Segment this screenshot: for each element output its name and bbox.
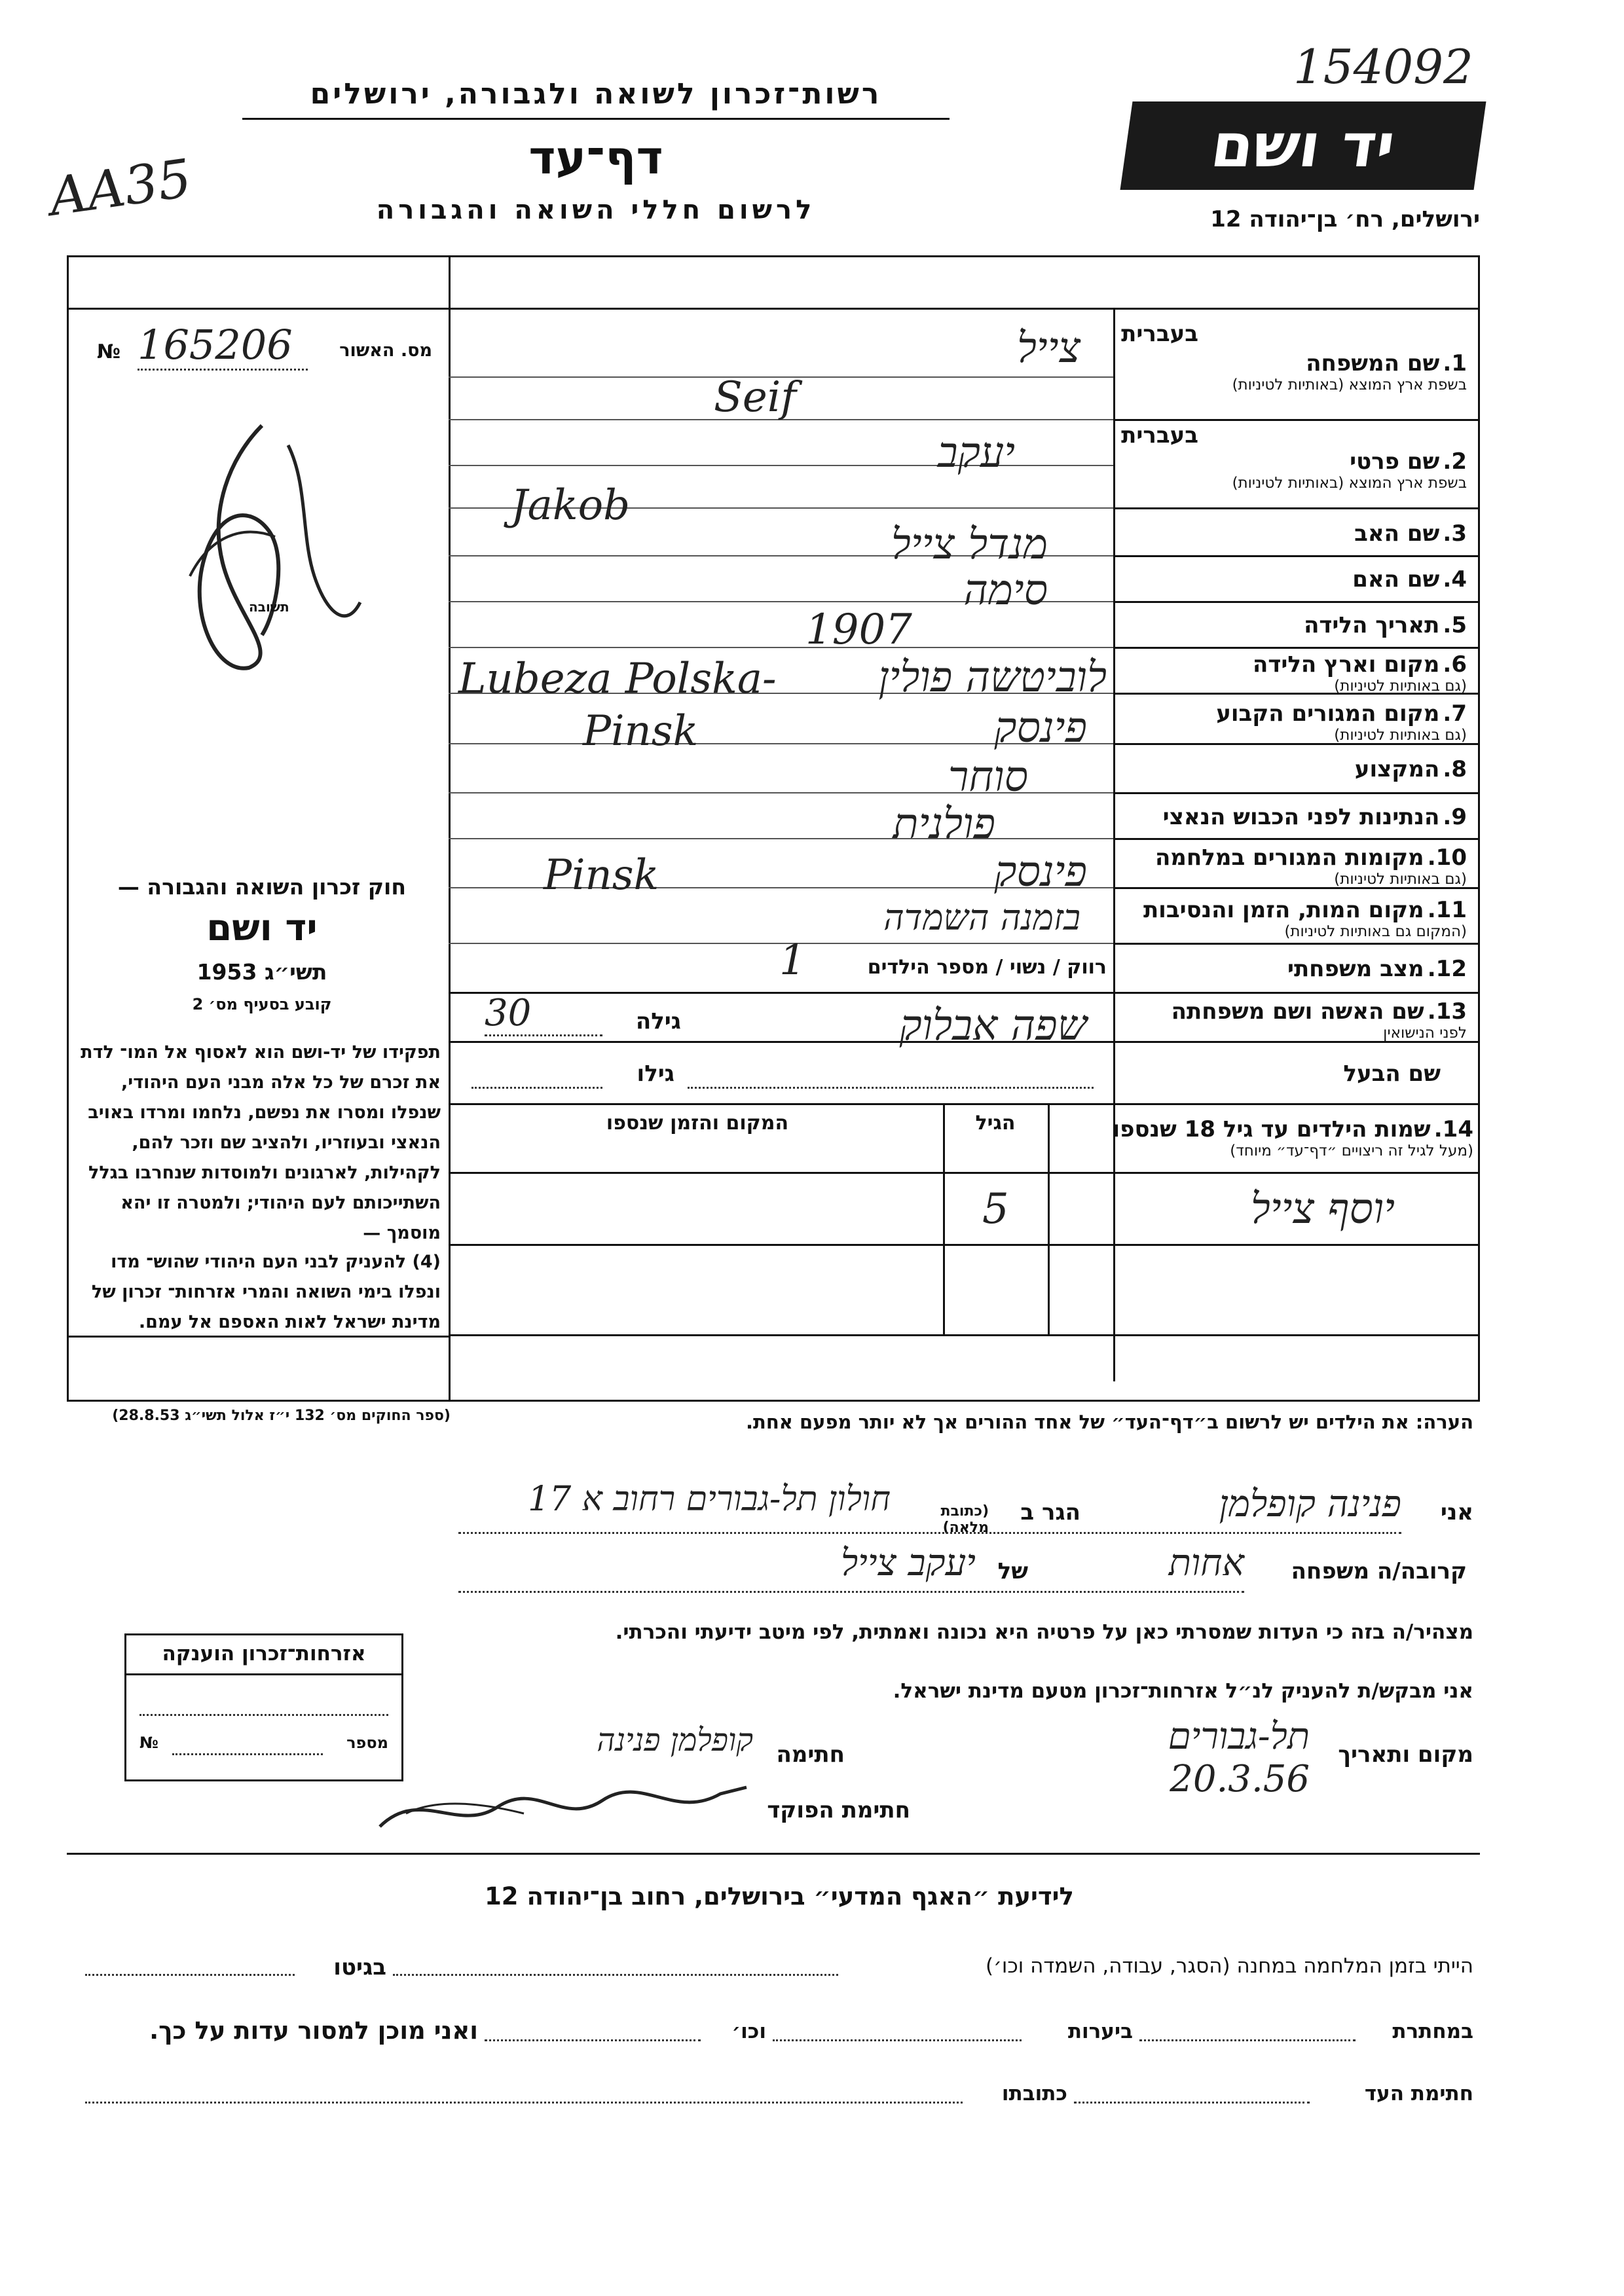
field-10-label: 10. מקומות המגורים במלחמה (גם באותיות לטיניות) [1154, 845, 1467, 888]
value-wartime-residence-latin: Pinsk [544, 851, 659, 900]
note: הערה: את הילדים יש לרשום ב״דף־העד״ של אחד ההורים אך לא יותר מפעם אחת. [746, 1411, 1473, 1433]
decl-signature-value: קופלמן פנינה [597, 1722, 753, 1758]
approval-number-mark: № [97, 340, 121, 363]
margin-code: AA35 [45, 147, 195, 228]
approval-number: 165206 [138, 321, 308, 371]
field-12-label: 12. מצב משפחתי [1287, 956, 1467, 982]
decl-address-value: חולון תל-גבורים רחוב א 17 [528, 1480, 891, 1519]
value-firstname-latin: Jakob [511, 481, 631, 530]
children-col-age: הגיל [975, 1112, 1016, 1135]
citizenship-box-title: אזרחות־זכרון הוענקה [162, 1642, 366, 1666]
logo-address: ירושלים, רח׳ בן־יהודה 12 [1210, 206, 1480, 232]
field-4-label: 4. שם האם [1352, 566, 1467, 592]
stamp-signature [151, 406, 386, 681]
law-text-2: (4) להעניק לבני העם היהודי שהוש־ מדו ונפלו בימי השואה והמרי אזרחות־ זכרון של מדינת ישראל לאות האספם אל עמם. [91, 1252, 441, 1332]
footer-line1-start: הייתי בזמן המלחמה במחנה (הסגר, עבודה, השמדה וכו׳) [985, 1954, 1473, 1978]
husband-age-label: גילו [637, 1061, 674, 1087]
decl-relation-value: אחות [1168, 1542, 1244, 1584]
children-col-place: המקום והזמן שנספו [606, 1112, 789, 1135]
officer-signature [367, 1761, 760, 1846]
value-father: מנדל צייל [891, 520, 1048, 569]
value-profession: סוחר [948, 753, 1028, 801]
form-subtitle: לרשום חללי השואה והגבורה [376, 195, 816, 225]
footer-line1-blank [393, 1974, 838, 1976]
footer-line3-a: חתימת העד [1364, 2082, 1473, 2105]
footer-line1-end: בגיטו [333, 1954, 386, 1980]
field-13-label: 13. שם האשה ושם משפחתה לפני הנישואין [1171, 998, 1467, 1042]
citizenship-box-number-mark: № [139, 1734, 158, 1752]
value-birthplace-latin: Lubeza Polska- [458, 655, 777, 703]
family-status-options: רווק / נשוי / מספר הילדים [867, 956, 1107, 979]
value-mother: סימה [963, 566, 1048, 615]
decl-place-date-value: תל-גבורים 20.3.56 [1168, 1715, 1310, 1800]
decl-line-2 [458, 1591, 1244, 1593]
law-year: תשי״ג 1953 [196, 959, 327, 985]
section-hebrew-1: בעברית [1121, 321, 1198, 347]
law-source: (ספר החוקים מס׳ 132 י״ז אלול תשי״ג 28.8.53) [112, 1408, 451, 1424]
section-hebrew-2: בעברית [1121, 422, 1198, 448]
decl-relation-label: קרובה/ה משפחה [1291, 1558, 1467, 1584]
law-title: חוק זכרון השואה והגבורה — [117, 874, 407, 900]
field-7-label: 7. מקום המגורים הקבוע (גם באותיות לטיניות) [1216, 701, 1467, 744]
value-surname-he: צייל [1016, 324, 1080, 373]
children-label: 14. שמות הילדים עד גיל 18 שנספו (מעל לגיל זה ריצויים ״דף־עד״ מיוחד) [1112, 1116, 1473, 1159]
field-2-label: 2. שם פרטי בשפת ארץ המוצא (באותיות לטיניות) [1232, 448, 1467, 492]
decl-of-value: יעקב צייל [840, 1542, 976, 1584]
citizenship-box [124, 1633, 403, 1781]
husband-age-line [471, 1087, 602, 1089]
decl-statement: מצהיר/ה בזה כי העדות שמסרתי כאן על פרטיה היא נכונה ואמתית, לפי מיטב ידיעתי והכרתי. [615, 1620, 1473, 1644]
value-wife-age: 30 [485, 992, 602, 1036]
value-residence-latin: Pinsk [583, 707, 699, 756]
footer-line1-tail [85, 1974, 295, 1976]
footer-line3-b: כתובתו [1001, 2082, 1067, 2105]
field-5-label: 5. תאריך הלידה [1304, 612, 1467, 638]
law-text-1: תפקידו של יד-ושם הוא לאסוף אל המו־ לדת את זכרם של כל אלה מבני העם היהודי, שנפלו ומסרו את נפשם, נלחמו ומרדו באויב הנאצי ובעוזריו, ולהציב שם וזכר להם, לקהילות, לארגונים ולמוסדות שנחרבו בגלל השתייכותם לעם היהודי; ולמטרה זו יהא מוסמך — [81, 1042, 441, 1243]
husband-name-line [688, 1087, 1094, 1089]
decl-officer-label: חתימת הפוקד [767, 1797, 910, 1823]
law-clause: קובע בסעיף מס׳ 2 [192, 995, 332, 1013]
footer-line2-a: במחתרת [1392, 2020, 1473, 2043]
yad-vashem-logo: יד ושם [1120, 101, 1486, 190]
child-1-age: 5 [982, 1185, 1009, 1233]
decl-address-hint: (כתובת מלאה) [940, 1503, 989, 1536]
decl-line-1 [458, 1532, 1401, 1534]
value-death-place: בזמנה השמדה [883, 897, 1080, 938]
archive-number: 154092 [1293, 39, 1473, 94]
value-birthplace-he: לוביטשה פולין [878, 653, 1107, 702]
decl-of-label: של [997, 1558, 1028, 1584]
footer-line2-c: וכו׳ [731, 2020, 766, 2043]
decl-i-value: פנינה קופלמן [1219, 1483, 1401, 1525]
field-8-label: 8. המקצוע [1354, 756, 1467, 782]
husband-label: שם הבעל [1343, 1061, 1441, 1087]
decl-signature-label: חתימה [776, 1741, 845, 1768]
decl-i-label: אני [1440, 1499, 1473, 1525]
signature-caption: תשובה [249, 599, 289, 615]
field-9-label: 9. הנתינות לפני הכבוש הנאצי [1162, 804, 1467, 830]
field-1-label: 1. שם המשפחה בשפת ארץ המוצא (באותיות לטיניות) [1232, 350, 1467, 393]
field-6-label: 6. מקום וארץ הלידה (גם באותיות לטיניות) [1252, 651, 1467, 695]
organization-name: רשות־זכרון לשואה ולגבורה, ירושלים [310, 77, 882, 111]
decl-resides-label: הגר ב [1020, 1499, 1080, 1525]
value-citizenship: פולנית [893, 800, 995, 848]
decl-request: אני מבקש/ת להעניק לנ״ל אזרחות־זכרון מטעם מדינת ישראל. [893, 1679, 1473, 1703]
footer-divider [67, 1853, 1480, 1855]
footer-notice: לידיעת ״האגף המדעי״ בירושלים, רחוב בן־יהודה 12 [485, 1882, 1074, 1910]
value-children-count: 1 [779, 936, 806, 985]
decl-place-date-label: מקום ותאריך [1338, 1741, 1473, 1768]
footer-line2-b: ביערות [1067, 2020, 1133, 2043]
citizenship-box-number-label: מספר [346, 1734, 388, 1752]
footer-line2-end: ואני מוכן למסור עדות על כך. [149, 2016, 478, 2045]
value-surname-latin: Seif [714, 373, 796, 422]
form-title: דף־עד [528, 131, 663, 185]
field-3-label: 3. שם האב [1354, 520, 1467, 547]
child-1-name: יוסף צייל [1250, 1185, 1395, 1233]
value-wartime-residence-he: פינסק [994, 848, 1087, 896]
value-wife-name: שפה אבלוק [899, 1002, 1087, 1050]
field-11-label: 11. מקום המות, הזמן והנסיבות (המקום גם באותיות לטיניות) [1143, 897, 1467, 940]
law-name: יד ושם [206, 907, 318, 949]
value-residence-he: פינסק [994, 704, 1087, 752]
value-firstname-he: יעקב [937, 429, 1015, 477]
wife-age-label: גילה [635, 1008, 681, 1034]
organization-underline [242, 118, 950, 120]
value-birthdate: 1907 [805, 606, 912, 654]
approval-label: מס. האשור [339, 340, 432, 361]
